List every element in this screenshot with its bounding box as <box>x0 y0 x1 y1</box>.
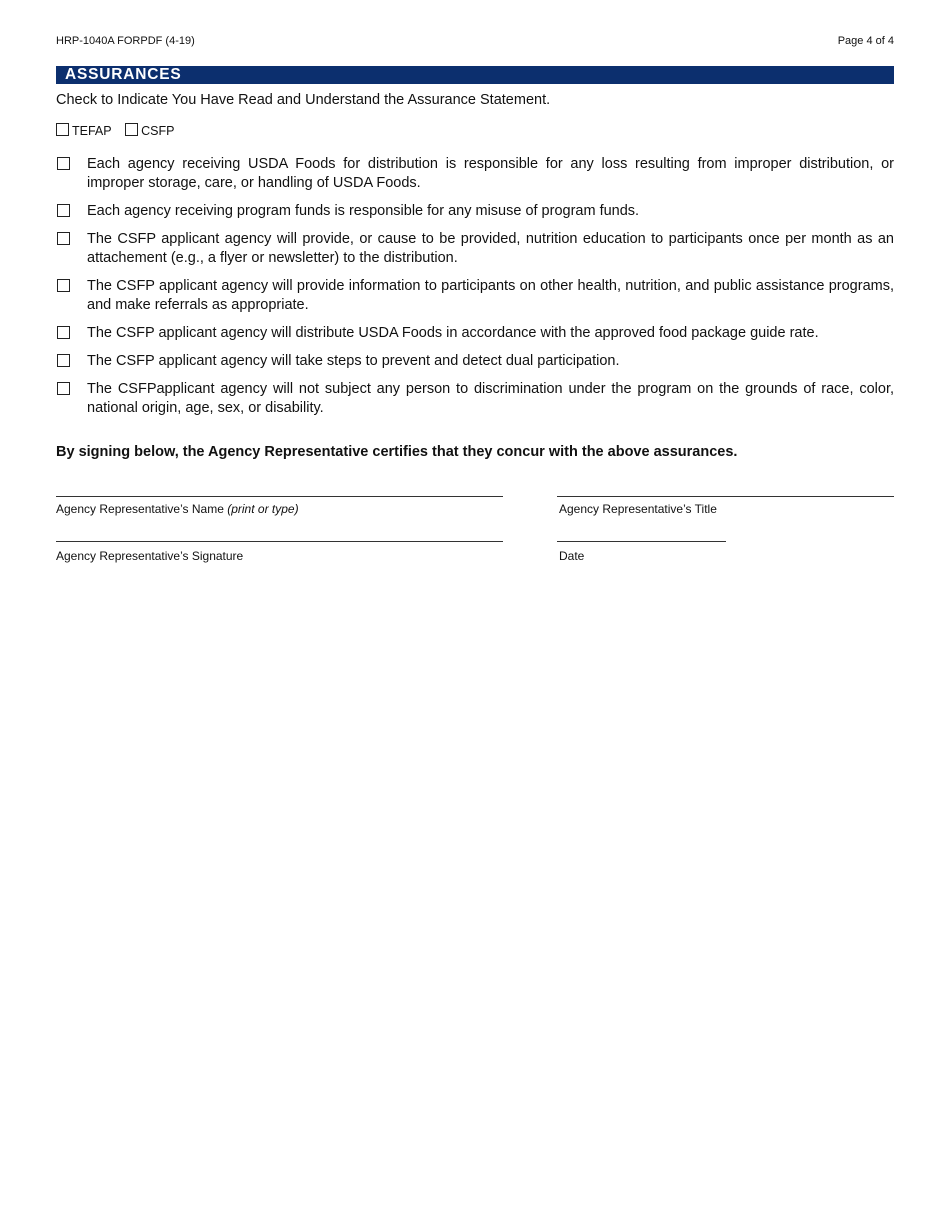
assurance-checkbox[interactable] <box>57 204 70 217</box>
date-field-label: Date <box>559 549 585 563</box>
form-id: HRP-1040A FORPDF (4-19) <box>56 35 195 47</box>
assurance-checkbox[interactable] <box>57 382 70 395</box>
assurance-checkbox[interactable] <box>57 354 70 367</box>
signature-field-label: Agency Representative’s Signature <box>56 549 244 563</box>
assurance-checkbox[interactable] <box>57 157 70 170</box>
assurance-text: The CSFP applicant agency will distribute USDA Foods in accordance with the approved food package guide rate. <box>87 325 819 341</box>
assurance-text: The CSFPapplicant agency will not subject any person to discrimination under the program on the grounds of race, color, national origin, age, sex, or disability. <box>87 381 894 416</box>
title-field-label: Agency Representative’s Title <box>559 502 717 516</box>
assurance-checkbox[interactable] <box>57 279 70 292</box>
assurance-checkbox[interactable] <box>57 326 70 339</box>
assurance-text: The CSFP applicant agency will take steps to prevent and detect dual participation. <box>87 353 620 369</box>
assurance-item <box>56 277 894 315</box>
assurance-item <box>56 155 894 193</box>
assurance-text: Each agency receiving program funds is responsible for any misuse of program funds. <box>87 203 640 219</box>
assurance-checkbox[interactable] <box>57 232 70 245</box>
name-hint-text: (print or type) <box>227 502 299 516</box>
assurance-list <box>56 155 894 427</box>
date-input-line[interactable] <box>557 541 726 542</box>
name-input-line[interactable] <box>56 496 503 497</box>
tefap-checkbox[interactable] <box>56 123 69 136</box>
assurance-text: Each agency receiving USDA Foods for distribution is responsible for any loss resulting from improper distribution, or improper storage, care, or handling of USDA Foods. <box>87 156 894 191</box>
assurance-text: The CSFP applicant agency will provide, or cause to be provided, nutrition education to participants once per month as an attachement (e.g., a flyer or newsletter) to the distribution. <box>87 231 894 266</box>
assurance-item <box>56 352 894 371</box>
tefap-label: TEFAP <box>72 124 112 138</box>
assurance-item <box>56 202 894 221</box>
assurance-item <box>56 324 894 343</box>
name-field-label <box>56 502 299 516</box>
program-option-tefap[interactable] <box>56 123 112 139</box>
assurance-text: The CSFP applicant agency will provide information to participants on other health, nutrition, and public assistance programs, and make referrals as appropriate. <box>87 278 894 313</box>
certification-statement: By signing below, the Agency Representative certifies that they concur with the above assurances. <box>56 444 738 460</box>
program-selector <box>56 123 184 139</box>
section-title-bar: ASSURANCES <box>56 66 894 84</box>
program-option-csfp[interactable] <box>125 123 174 139</box>
signature-input-line[interactable] <box>56 541 503 542</box>
assurance-item <box>56 380 894 418</box>
csfp-checkbox[interactable] <box>125 123 138 136</box>
csfp-label: CSFP <box>141 124 175 138</box>
page-number: Page 4 of 4 <box>837 35 894 47</box>
title-input-line[interactable] <box>557 496 894 497</box>
instruction-text: Check to Indicate You Have Read and Understand the Assurance Statement. <box>56 92 551 108</box>
name-label-text: Agency Representative’s Name <box>56 502 224 516</box>
assurance-item <box>56 230 894 268</box>
